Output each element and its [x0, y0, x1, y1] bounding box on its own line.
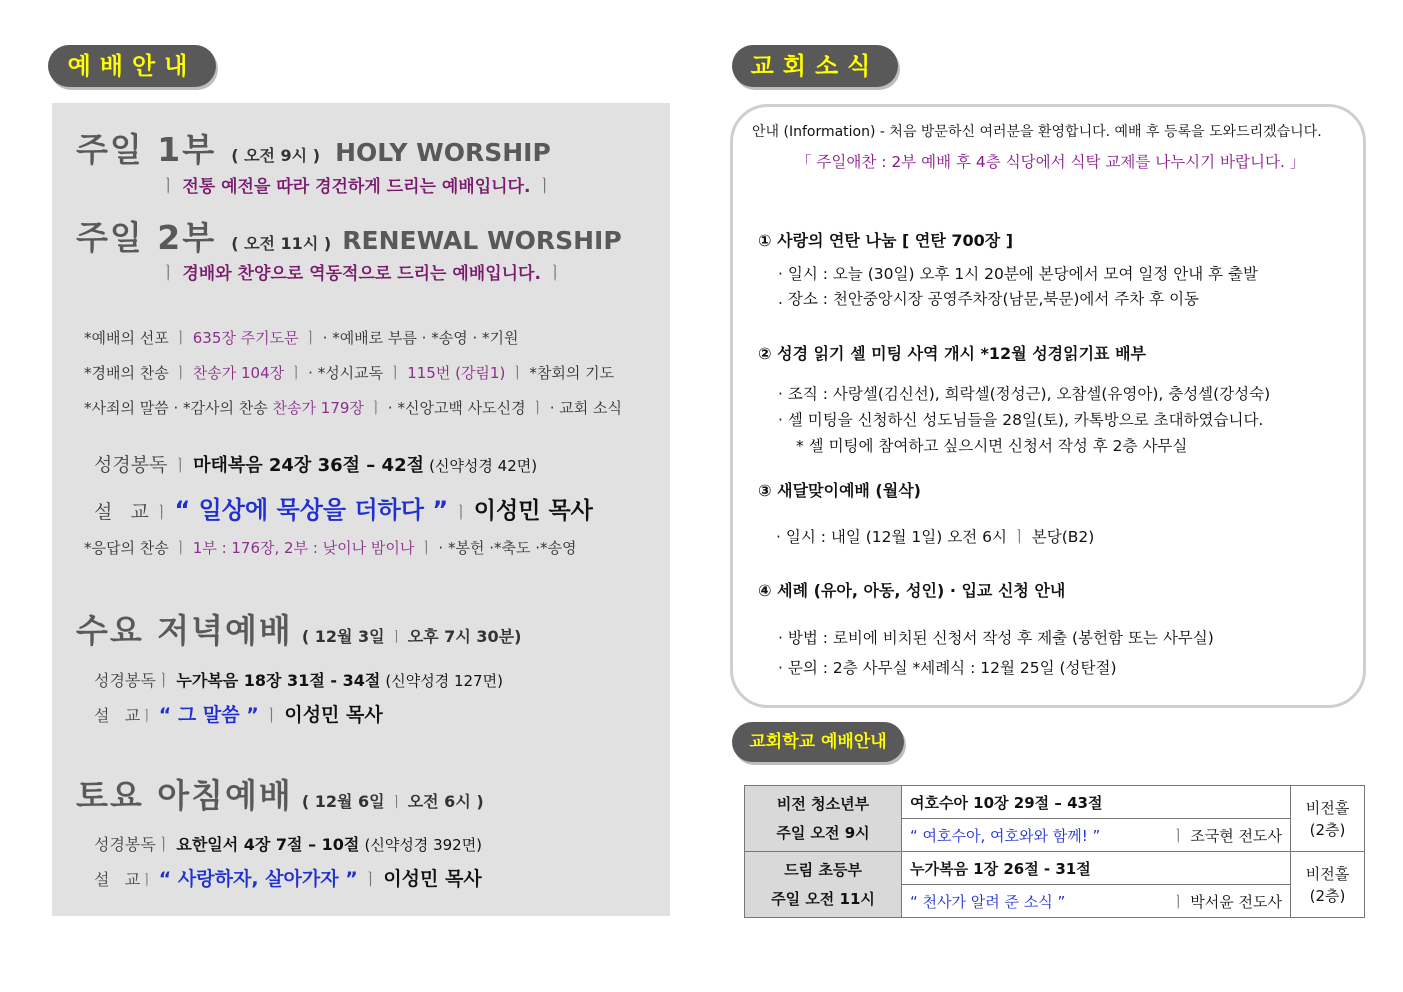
reading-text: 요한일서 4장 7절 – 10절: [176, 835, 360, 854]
order-item: · *예배로 부름 · *송영 · *기원: [322, 329, 519, 347]
preacher-name: 이성민 목사: [473, 498, 593, 524]
saturday-reading: 성경봉독ㅣ 요한일서 4장 7절 – 10절 (신약성경 392면): [94, 835, 483, 854]
place-cell: [1291, 852, 1365, 918]
order-item: · *성시교독: [308, 364, 384, 382]
reading-label: 성경봉독: [94, 835, 156, 854]
reading-note: (신약성경 392면): [364, 836, 483, 854]
service-english-name: RENEWAL WORSHIP: [342, 226, 622, 255]
order-line-1: *예배의 선포 ㅣ 635장 주기도문 ㅣ · *예배로 부름 · *송영 · *기원: [84, 329, 519, 347]
reading-text: 마태복음 24장 36절 – 42절: [193, 455, 424, 476]
info-line: 안내 (Information) - 처음 방문하신 여러분을 환영합니다. 예배 후 등록을 도와드리겠습니다.: [752, 124, 1322, 140]
sermon-title: “ 천사가 알려 준 소식 ”: [910, 892, 1066, 911]
order-hymn: 635장 주기도문: [192, 329, 299, 347]
service-time: ( 12월 3일: [301, 627, 385, 646]
order-item: *사죄의 말씀 · *감사의 찬송: [84, 399, 268, 417]
service-time: ( 오전 9시 ): [231, 146, 321, 165]
reading-note: (신약성경 42면): [429, 457, 538, 475]
service-time: 오후 7시 30분): [407, 627, 522, 646]
department-time: 주일 오전 11시: [771, 889, 875, 908]
place-cell: [1291, 786, 1365, 852]
news-item-1-line: . 장소 : 천안중앙시장 공영주차장(남문,북문)에서 주차 후 이동: [778, 290, 1200, 308]
news-item-2-line: · 셀 미팅을 신청하신 성도님들을 28일(토), 카톡방으로 초대하였습니다.: [778, 411, 1264, 429]
news-item-4-line: · 문의 : 2층 사무실 *세례식 : 12월 25일 (성탄절): [778, 659, 1117, 677]
news-item-3-text: · 일시 : 내일 (12월 1일) 오전 6시: [776, 528, 1007, 546]
service-description: ㅣ 경배와 찬양으로 역동적으로 드리는 예배입니다. ㅣ: [160, 264, 564, 284]
saturday-service: 토요 아침예배 ( 12월 6일 ㅣ 오전 6시 ): [76, 776, 484, 815]
church-school-table: [744, 785, 1365, 918]
sermon-title: 그 말씀: [177, 704, 240, 726]
reading-cell: 누가복음 1장 26절 - 31절: [902, 852, 1291, 885]
wednesday-service: 수요 저녁예배 ( 12월 3일 ㅣ 오후 7시 30분): [76, 611, 522, 650]
sermon-cell: “ 천사가 알려 준 소식 ” ㅣ 박서윤 전도사: [902, 885, 1291, 918]
news-item-1-line: · 일시 : 오늘 (30일) 오후 1시 20분에 본당에서 모여 일정 안내 후 출발: [778, 265, 1258, 283]
service-title: 주일 1부: [76, 130, 217, 169]
reading-label: 성경봉독: [94, 671, 156, 690]
news-item-4-line: · 방법 : 로비에 비치된 신청서 작성 후 제출 (봉헌함 또는 사무실): [778, 629, 1214, 647]
worship-guide-header: 예배안내: [48, 45, 216, 87]
church-news-header: 교회소식: [732, 45, 898, 87]
sermon-title: 일상에 묵상을 더하다: [198, 496, 424, 524]
news-item-2-title: ② 성경 읽기 셀 미팅 사역 개시 *12월 성경읽기표 배부: [758, 344, 1146, 363]
place-floor: (2층): [1309, 886, 1346, 905]
service-title: 토요 아침예배: [76, 776, 293, 815]
department-time: 주일 오전 9시: [776, 823, 870, 842]
department-name: 드림 초등부: [784, 860, 862, 879]
response-hymn: *응답의 찬송 ㅣ 1부 : 176장, 2부 : 낮이나 밤이나 ㅣ · *봉헌 ·*축도 ·*송영: [84, 539, 577, 557]
news-item-3-place: 본당(B2): [1031, 528, 1095, 546]
service-title: 주일 2부: [76, 218, 217, 257]
news-item-1-title: ① 사랑의 연탄 나눔 [ 연탄 700장 ]: [758, 231, 1014, 250]
order-hymn: 1부 : 176장, 2부 : 낮이나 밤이나: [192, 539, 415, 557]
sermon-title: “ 여호수아, 여호와와 함께! ”: [910, 826, 1101, 845]
order-item: *참회의 기도: [529, 364, 615, 382]
table-row: [745, 852, 1365, 885]
order-item: *응답의 찬송: [84, 539, 169, 557]
preacher-name: 이성민 목사: [284, 704, 383, 726]
sermon-label: 설 교: [94, 706, 141, 725]
order-item: *경배의 찬송: [84, 364, 169, 382]
news-item-4-title: ④ 세례 (유아, 아동, 성인) · 입교 신청 안내: [758, 581, 1066, 600]
order-reading: 115번 (강림1): [407, 364, 506, 382]
order-item: · *봉헌 ·*축도 ·*송영: [438, 539, 577, 557]
reading-note: (신약성경 127면): [385, 672, 503, 690]
place-name: 비전홀: [1305, 864, 1350, 883]
service-time: 오전 6시 ): [407, 792, 484, 811]
service-description-text: 경배와 찬양으로 역동적으로 드리는 예배입니다.: [182, 264, 541, 284]
service-description: ㅣ 전통 예전을 따라 경건하게 드리는 예배입니다. ㅣ: [160, 177, 553, 197]
reading-cell: 여호수아 10장 29절 – 43절: [902, 786, 1291, 819]
church-school-header: 교회학교 예배안내: [732, 722, 904, 762]
service-time: ( 오전 11시 ): [231, 234, 332, 253]
news-item-3-title: ③ 새달맞이예배 (월삭): [758, 481, 921, 500]
saturday-sermon: 설 교ㅣ “ 사랑하자, 살아가자 ” ㅣ 이성민 목사: [94, 868, 482, 890]
scripture-reading: 성경봉독 ㅣ 마태복음 24장 36절 – 42절 (신약성경 42면): [94, 454, 538, 476]
place-name: 비전홀: [1305, 798, 1350, 817]
news-item-3-line: · 일시 : 내일 (12월 1일) 오전 6시 ㅣ 본당(B2): [776, 528, 1095, 546]
sunday-service-2: [76, 212, 622, 259]
department-cell: [745, 786, 902, 852]
service-time: ( 12월 6일: [301, 792, 385, 811]
reading-text: 누가복음 18장 31절 - 34절: [176, 671, 381, 690]
place-floor: (2층): [1309, 820, 1346, 839]
reading-label: 성경봉독: [94, 454, 168, 476]
service-english-name: HOLY WORSHIP: [335, 138, 551, 167]
news-item-2-line: * 셀 미팅에 참여하고 싶으시면 신청서 작성 후 2층 사무실: [796, 437, 1188, 455]
sermon-cell: “ 여호수아, 여호와와 함께! ” ㅣ 조국현 전도사: [902, 819, 1291, 852]
service-description-text: 전통 예전을 따라 경건하게 드리는 예배입니다.: [182, 177, 531, 197]
sermon-label: 설 교: [94, 870, 141, 889]
order-hymn: 찬송가 179장: [272, 399, 364, 417]
order-item: · *신앙고백 사도신경: [387, 399, 526, 417]
order-item: · 교회 소식: [549, 399, 622, 417]
table-row: [745, 786, 1365, 819]
preacher-name: 박서윤 전도사: [1190, 892, 1282, 911]
order-item: *예배의 선포: [84, 329, 169, 347]
order-line-2: *경배의 찬송 ㅣ 찬송가 104장 ㅣ · *성시교독 ㅣ 115번 (강림1) ㅣ *참회의 기도: [84, 364, 615, 382]
department-cell: [745, 852, 902, 918]
wednesday-sermon: 설 교ㅣ “ 그 말씀 ” ㅣ 이성민 목사: [94, 704, 383, 726]
news-item-2-line: · 조직 : 사랑셀(김신선), 희락셀(정성근), 오참셀(유영아), 충성셀(강성숙): [778, 385, 1271, 403]
sermon-title: 사랑하자, 살아가자: [177, 868, 339, 890]
sunday-service-1: [76, 124, 551, 171]
wednesday-reading: 성경봉독ㅣ 누가복음 18장 31절 - 34절 (신약성경 127면): [94, 671, 503, 690]
service-title: 수요 저녁예배: [76, 611, 293, 650]
notice-line: 「 주일애찬 : 2부 예배 후 4층 식당에서 식탁 교제를 나누시기 바랍니다. 」: [796, 153, 1306, 171]
order-line-3: *사죄의 말씀 · *감사의 찬송 찬송가 179장 ㅣ · *신앙고백 사도신경 ㅣ · 교회 소식: [84, 399, 622, 417]
sermon-label: 설 교: [94, 501, 149, 523]
sermon: 설 교 ㅣ “ 일상에 묵상을 더하다 ” ㅣ 이성민 목사: [94, 496, 593, 524]
preacher-name: 조국현 전도사: [1190, 826, 1282, 845]
department-name: 비전 청소년부: [776, 794, 870, 813]
church-news-box: [730, 104, 1366, 708]
order-hymn: 찬송가 104장: [192, 364, 285, 382]
preacher-name: 이성민 목사: [383, 868, 482, 890]
